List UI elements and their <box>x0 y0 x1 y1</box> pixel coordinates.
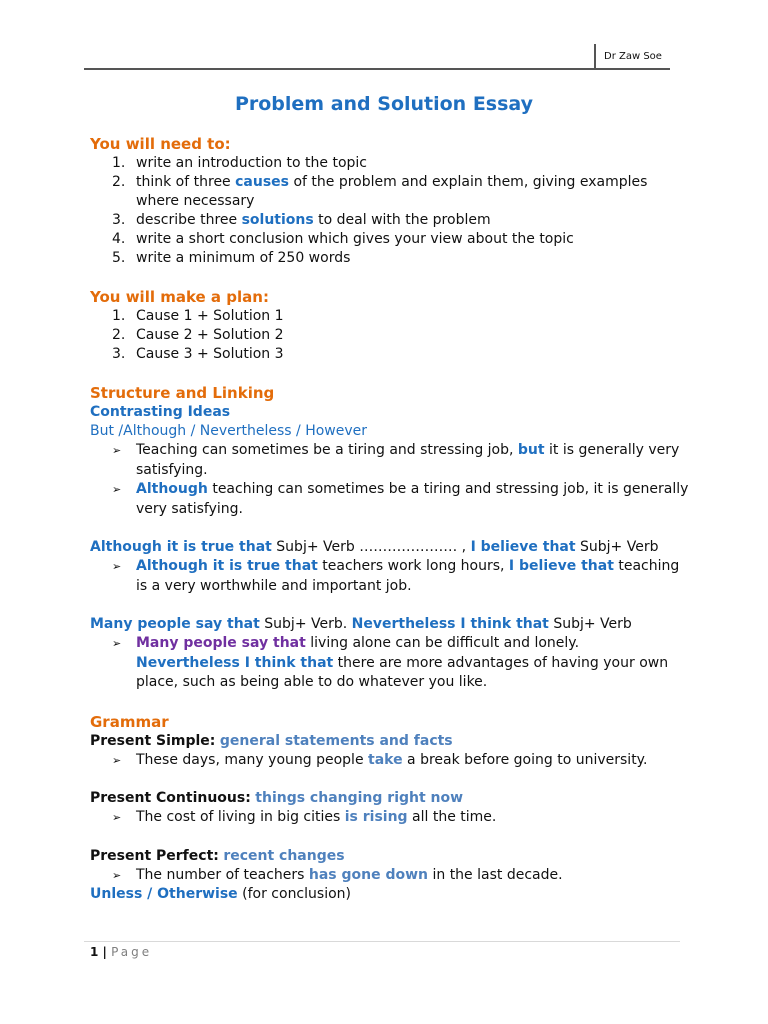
arrow-bullet-icon: ➢ <box>112 444 122 457</box>
many-people-pattern: Many people say that Subj+ Verb. Nevertheless I think that Subj+ Verb <box>90 616 632 632</box>
list-item: 3. Cause 3 + Solution 3 <box>112 346 284 362</box>
page-title: Problem and Solution Essay <box>234 93 534 115</box>
document-body <box>90 90 690 904</box>
arrow-bullet-icon: ➢ <box>112 637 122 650</box>
contrast-heading: Contrasting Ideas <box>90 404 231 420</box>
list-item: 2. think of three causes of the problem and explain them, giving examples where necessary <box>112 174 648 209</box>
arrow-bullet-icon: ➢ <box>112 560 122 573</box>
list-item: 1. write an introduction to the topic <box>112 155 367 171</box>
need-heading: You will need to: <box>90 135 231 153</box>
list-item: 2. Cause 2 + Solution 2 <box>112 327 284 343</box>
example-item: ➢ Although it is true that teachers work long hours, I believe that teaching is a very worthwhile and important job. <box>112 558 680 594</box>
need-list <box>90 154 690 268</box>
arrow-bullet-icon: ➢ <box>112 811 122 824</box>
example-item: ➢ The cost of living in big cities is rising all the time. <box>90 808 690 828</box>
page-header <box>84 44 670 70</box>
present-perfect: Present Perfect: recent changes <box>90 847 345 864</box>
grammar-heading: Grammar <box>90 712 169 731</box>
header-author: Dr Zaw Soe <box>594 44 670 68</box>
list-item: 1. Cause 1 + Solution 1 <box>112 308 284 324</box>
page-number: 1 <box>90 945 99 959</box>
although-examples <box>90 557 690 596</box>
plan-heading: You will make a plan: <box>90 288 269 306</box>
arrow-bullet-icon: ➢ <box>112 868 122 882</box>
unless-otherwise: Unless / Otherwise (for conclusion) <box>90 886 351 902</box>
many-people-examples <box>90 634 690 693</box>
example-item: ➢ Teaching can sometimes be a tiring and stressing job, but it is generally very satisfying. <box>112 442 680 478</box>
arrow-bullet-icon: ➢ <box>112 753 122 767</box>
plan-list <box>90 307 690 364</box>
arrow-bullet-icon: ➢ <box>112 483 122 496</box>
example-item: ➢ Many people say that living alone can be difficult and lonely. Nevertheless I think that there are more advantages of having your own place, such as being able to do whatever you like. <box>112 635 669 690</box>
list-item: 4. write a short conclusion which gives your view about the topic <box>112 231 574 247</box>
list-item: 5. write a minimum of 250 words <box>112 250 351 266</box>
contrast-words: But /Although / Nevertheless / However <box>90 423 368 439</box>
although-pattern: Although it is true that Subj+ Verb ………………… , I believe that Subj+ Verb <box>90 539 659 555</box>
example-item: ➢ These days, many young people take a break before going to university. <box>90 751 690 771</box>
contrast-examples <box>90 441 690 519</box>
present-simple: Present Simple: general statements and facts <box>90 732 453 749</box>
present-continuous: Present Continuous: things changing right now <box>90 790 464 806</box>
list-item: 3. describe three solutions to deal with the problem <box>112 212 491 228</box>
page-label: Page <box>111 945 153 959</box>
example-item: ➢ Although teaching can sometimes be a tiring and stressing job, it is generally very satisfying. <box>112 481 689 517</box>
page-footer: 1 | Page <box>90 945 153 959</box>
structure-heading: Structure and Linking <box>90 384 275 402</box>
example-item: ➢ The number of teachers has gone down in the last decade. <box>90 866 690 886</box>
footer-divider <box>84 941 680 942</box>
